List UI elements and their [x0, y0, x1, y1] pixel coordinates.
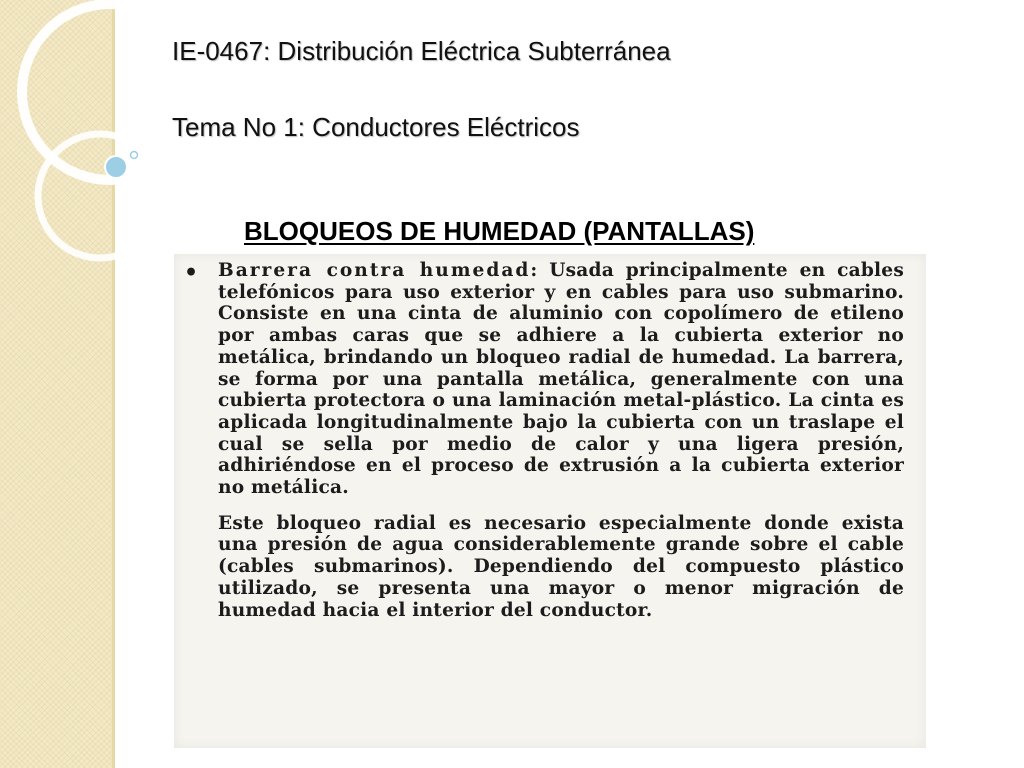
- section-heading: BLOQUEOS DE HUMEDAD (PANTALLAS): [244, 216, 755, 246]
- small-bubble-icon: [131, 152, 138, 159]
- topic-title: Tema No 1: Conductores Eléctricos: [172, 112, 580, 142]
- small-ring: [38, 134, 162, 258]
- large-ring: [22, 4, 198, 180]
- bullet-paragraph: [184, 260, 904, 499]
- paragraph-2: Este bloqueo radial es necesario especialmente donde exista una presión de agua considerablemente grande sobre el cable (cables submarinos). Dependiendo del compuesto plástico utilizado, se presenta una mayor o menor migración de humedad hacia el interior del conductor.: [218, 512, 904, 621]
- bubble-icon: [105, 156, 127, 178]
- scanned-text-image: [174, 254, 926, 748]
- course-title: IE-0467: Distribución Eléctrica Subterránea: [172, 36, 671, 66]
- bullet-icon: •: [184, 260, 199, 286]
- paragraph-1: [218, 260, 904, 499]
- paragraph-1-body: : Usada principalmente en cables telefónicos para uso exterior y en cables para uso submarino. Consiste en una cinta de aluminio con copolímero de etileno por ambas caras que se adhiere a la cubierta exterior no metálica, brindando un bloqueo radial de humedad. La barrera, se forma por una pantalla metálica, generalmente con una cubierta protectora o una laminación metal-plástico. La cinta es aplicada longitudinalmente bajo la cubierta con un traslape el cual se sella por medio de calor y una ligera presión, adhiriéndose en el proceso de extrusión a la cubierta exterior no metálica.: [218, 260, 904, 499]
- paragraph-1-lead: Barrera contra humedad: [218, 260, 531, 281]
